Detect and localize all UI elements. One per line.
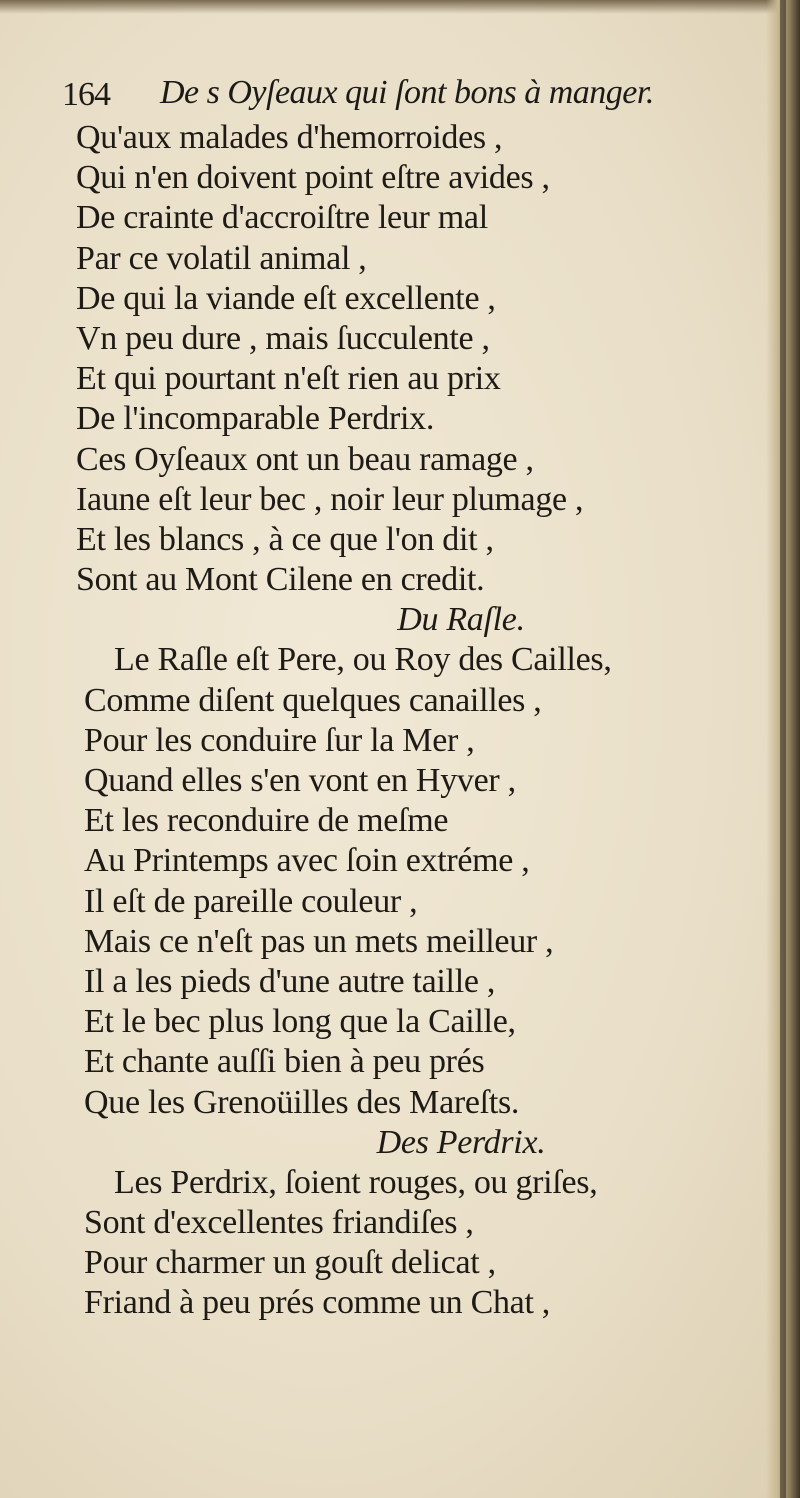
verse-line: Pour charmer un gouſt delicat , <box>84 1244 496 1282</box>
verse-line: Et chante auſſi bien à peu prés <box>84 1043 485 1081</box>
verse-line: Le Raſle eſt Pere, ou Roy des Cailles, <box>114 641 612 679</box>
verse-line: Vn peu dure , mais ſucculente , <box>76 319 490 357</box>
verse-line: Comme diſent quelques canailles , <box>84 681 542 719</box>
verse-line: Friand à peu prés comme un Chat , <box>84 1284 550 1322</box>
section-heading: Des Perdrix. <box>376 1123 546 1161</box>
verse-line: Au Printemps avec ſoin extréme , <box>84 842 530 880</box>
verse-line: Iaune eſt leur bec , noir leur plumage , <box>76 480 584 518</box>
verse-line: Quand elles s'en vont en Hyver , <box>84 762 516 799</box>
verse-line: De crainte d'accroiſtre leur mal <box>76 199 488 237</box>
page-top-shadow <box>0 0 800 14</box>
verse-line: Ces Oyſeaux ont un beau ramage , <box>76 440 534 478</box>
page-header <box>62 70 742 122</box>
verse-line: Pour les conduire ſur la Mer , <box>84 721 475 759</box>
verse-line: De qui la viande eſt excellente , <box>76 279 496 317</box>
section-heading: Du Raſle. <box>397 601 525 639</box>
verse-line: Qu'aux malades d'hemorroides , <box>76 119 503 156</box>
verse-line: Les Perdrix, ſoient rouges, ou griſes, <box>114 1163 598 1201</box>
verse-line: Que les Grenoüilles des Mareſts. <box>84 1083 520 1121</box>
verse-line: Et les reconduire de meſme <box>84 802 449 840</box>
verse-line: Il a les pieds d'une autre taille , <box>84 962 496 1000</box>
verse-line: Qui n'en doivent point eſtre avides , <box>76 159 550 197</box>
verse-line: Il eſt de pareille couleur , <box>84 882 418 920</box>
verse-line: Sont au Mont Cilene en credit. <box>76 561 485 599</box>
running-head: De s Oyſeaux qui ſont bons à manger. <box>160 74 654 111</box>
verse-line: Mais ce n'eſt pas un mets meilleur , <box>84 922 554 960</box>
verse-line: De l'incomparable Perdrix. <box>76 400 435 438</box>
verse-line: Et les blancs , à ce que l'on dit , <box>76 520 494 558</box>
verse-line: Sont d'excellentes friandiſes , <box>84 1204 474 1242</box>
page-number: 164 <box>62 76 110 113</box>
book-spine <box>780 0 786 1498</box>
verse-line: Et le bec plus long que la Caille, <box>84 1003 516 1041</box>
verse-line: Et qui pourtant n'eſt rien au prix <box>76 360 501 398</box>
verse-body <box>76 118 766 1324</box>
verse-line: Par ce volatil animal , <box>76 239 367 277</box>
